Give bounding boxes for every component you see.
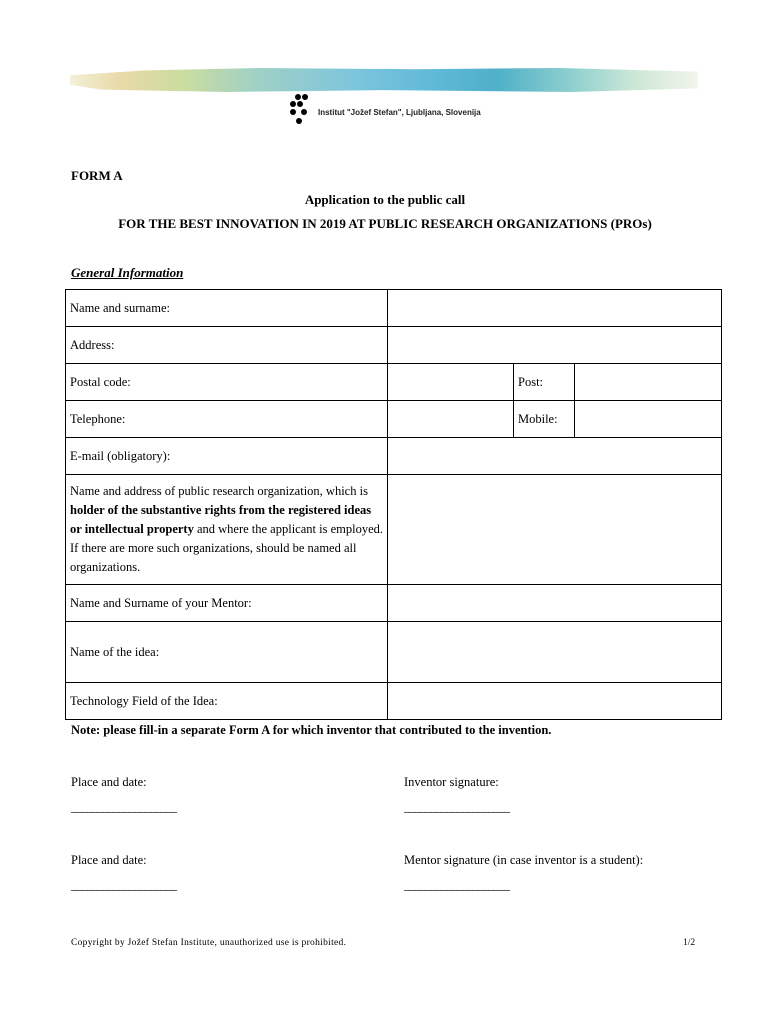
organization-label-part2: and where the applicant is employed. If there are more such organizations, should be named all organizations.: [70, 522, 384, 574]
table-row: [66, 438, 722, 475]
place-date-label-1: Place and date:: [71, 775, 147, 789]
table-row: [66, 683, 722, 720]
form-label: FORM A: [71, 168, 123, 183]
general-information-table: [65, 289, 722, 720]
post-input-cell[interactable]: [575, 364, 722, 401]
mobile-label: Mobile:: [514, 401, 575, 438]
address-input-cell[interactable]: [388, 327, 722, 364]
place-date-line-2[interactable]: ____________________: [71, 878, 176, 892]
post-label: Post:: [514, 364, 575, 401]
idea-label: Name of the idea:: [66, 622, 388, 683]
table-row: [66, 622, 722, 683]
table-row: [66, 327, 722, 364]
note-text: Note: please fill-in a separate Form A for which inventor that contributed to the invention.: [71, 723, 552, 737]
mentor-input-cell[interactable]: [388, 585, 722, 622]
name-input-cell[interactable]: [388, 290, 722, 327]
email-input-cell[interactable]: [388, 438, 722, 475]
table-row: [66, 585, 722, 622]
tech-field-label: Technology Field of the Idea:: [66, 683, 388, 720]
table-row: [66, 290, 722, 327]
table-row: [66, 475, 722, 585]
table-row: [66, 401, 722, 438]
copyright-footer: Copyright by Jožef Stefan Institute, unauthorized use is prohibited.: [71, 938, 347, 948]
tech-field-input-cell[interactable]: [388, 683, 722, 720]
organization-label-bold: holder of the substantive rights from the registered ideas or intellectual property: [70, 503, 372, 536]
place-date-line-1[interactable]: ____________________: [71, 800, 176, 814]
header-banner: [70, 68, 698, 92]
mentor-signature-label: Mentor signature (in case inventor is a student):: [404, 853, 644, 867]
organization-label: [66, 475, 388, 585]
inventor-signature-line[interactable]: ____________________: [404, 800, 509, 814]
mentor-signature-line[interactable]: ____________________: [404, 878, 509, 892]
institute-name: Institut "Jožef Stefan", Ljubljana, Slovenija: [318, 108, 481, 117]
address-label: Address:: [66, 327, 388, 364]
mentor-label: Name and Surname of your Mentor:: [66, 585, 388, 622]
section-title: General Information: [71, 265, 184, 280]
application-title: Application to the public call: [304, 192, 466, 207]
postal-code-label: Postal code:: [66, 364, 388, 401]
page-number: 1/2: [683, 938, 696, 948]
inventor-signature-label: Inventor signature:: [404, 775, 499, 789]
call-title: FOR THE BEST INNOVATION IN 2019 AT PUBLIC RESEARCH ORGANIZATIONS (PROs): [118, 216, 652, 231]
place-date-label-2: Place and date:: [71, 853, 147, 867]
telephone-label: Telephone:: [66, 401, 388, 438]
organization-input-cell[interactable]: [388, 475, 722, 585]
mobile-input-cell[interactable]: [575, 401, 722, 438]
organization-label-part1: Name and address of public research organization, which is: [70, 484, 368, 498]
idea-input-cell[interactable]: [388, 622, 722, 683]
postal-code-input-cell[interactable]: [388, 364, 514, 401]
telephone-input-cell[interactable]: [388, 401, 514, 438]
table-row: [66, 364, 722, 401]
name-label: Name and surname:: [66, 290, 388, 327]
email-label: E-mail (obligatory):: [66, 438, 388, 475]
